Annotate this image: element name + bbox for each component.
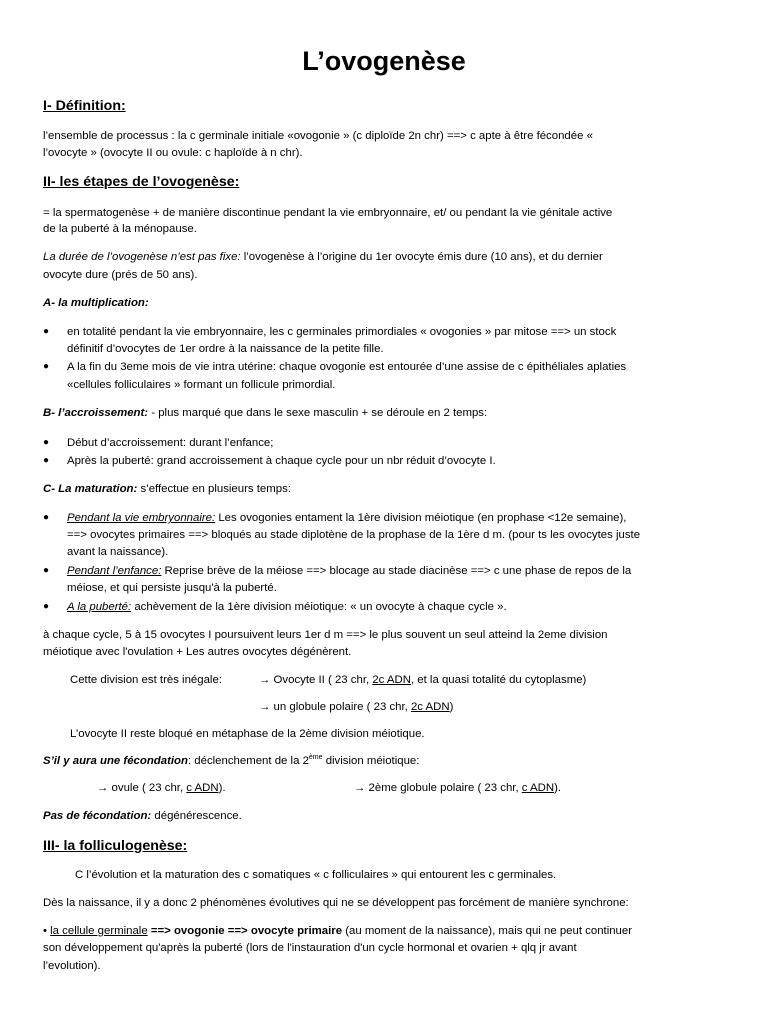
ovule-dna: c ADN	[186, 782, 219, 794]
bullet-icon: ●	[43, 565, 50, 576]
s1-line-2: l’ovocyte » (ovocyte II ou ovule: c haploïde à n chr).	[43, 147, 303, 159]
subsection-b-text: - plus marqué que dans le sexe masculin + se déroule en 2 temps:	[148, 407, 488, 419]
s2-para-1-line-2: de la puberté à la ménopause.	[43, 223, 197, 235]
s3-bullet-line-1	[43, 924, 632, 938]
fecondation-end: division méiotique:	[322, 755, 420, 767]
second-polar-body-text: → 2ème globule polaire ( 23 chr,	[354, 782, 522, 794]
c-bullet-2-line-1	[67, 564, 631, 578]
oocyte-2-rest: , et la quasi totalité du cytoplasme)	[410, 674, 587, 686]
ovule-line	[97, 781, 226, 795]
second-polar-body-end: ).	[554, 782, 562, 794]
childhood-label: Pendant l’enfance:	[67, 565, 162, 577]
b-bullet-1: Début d’accroissement: durant l’enfance;	[67, 437, 274, 449]
division-label: Cette division est très inégale:	[70, 674, 222, 686]
duration-label: La durée de l’ovogenèse n’est pas fixe:	[43, 251, 241, 263]
no-fecondation-line	[43, 809, 242, 823]
bullet-icon: •	[43, 925, 51, 937]
bullet-icon: ●	[43, 326, 50, 337]
oocyte-2-dna: 2c ADN	[372, 674, 411, 686]
second-polar-body-line	[354, 781, 561, 795]
oocyte-2-text: → Ovocyte II ( 23 chr,	[259, 674, 373, 686]
embryo-text: Les ovogonies entament la 1ère division méiotique (en prophase <12e semaine),	[215, 512, 627, 524]
division-result-2	[259, 700, 453, 714]
page-title: L’ovogenèse	[302, 46, 466, 76]
section-2-heading: II- les étapes de l’ovogenèse:	[43, 174, 240, 190]
s2-para-1-line-1: = la spermatogenèse + de manière discontinue pendant la vie embryonnaire, et/ ou pendant la vie génitale active	[43, 207, 613, 219]
s3-bullet-line-2: son développement qu'après la puberté (lors de l'instauration d'un cycle hormonal et ovarien + qlq jr avant	[43, 942, 577, 954]
subsection-b-heading	[43, 406, 487, 420]
c-para-1-line-2: méiotique avec l'ovulation + Les autres ovocytes dégénèrent.	[43, 646, 352, 658]
no-fecondation-label: Pas de fécondation:	[43, 810, 152, 822]
second-polar-body-dna: c ADN	[521, 782, 555, 794]
metaphase-block-line: L’ovocyte II reste bloqué en métaphase de la 2ème division méiotique.	[70, 728, 425, 740]
embryo-label: Pendant la vie embryonnaire:	[67, 512, 216, 524]
s3-para-1: C l’évolution et la maturation des c somatiques « c folliculaires » qui entourent les c germinales.	[75, 869, 557, 881]
childhood-text: Reprise brève de la méiose ==> blocage au stade diacinèse ==> c une phase de repos de la	[161, 565, 632, 577]
subsection-c-heading	[43, 482, 291, 496]
s2-para-2-line-2: ovocyte dure (prés de 50 ans).	[43, 269, 198, 281]
bullet-icon: ●	[43, 455, 50, 466]
fecondation-line	[43, 754, 419, 768]
c-bullet-3	[67, 600, 507, 614]
c-para-1-line-1: à chaque cycle, 5 à 15 ovocytes I poursuivent leurs 1er d m ==> le plus souvent un seul atteind la 2eme division	[43, 629, 608, 641]
section-1-heading: I- Définition:	[43, 98, 126, 114]
germ-cell-path: ==> ovogonie ==> ovocyte primaire	[147, 925, 343, 937]
ovule-text: → ovule ( 23 chr,	[97, 782, 187, 794]
a-bullet-2-line-2: «cellules folliculaires » formant un follicule primordial.	[67, 379, 336, 391]
germ-cell-text: (au moment de la naissance), mais qui ne peut continuer	[342, 925, 633, 937]
bullet-icon: ●	[43, 437, 50, 448]
bullet-icon: ●	[43, 601, 50, 612]
polar-body-text: → un globule polaire ( 23 chr,	[259, 701, 411, 713]
bullet-icon: ●	[43, 361, 50, 372]
section-3-heading: III- la folliculogenèse:	[43, 838, 188, 854]
ovule-end: ).	[218, 782, 226, 794]
s3-bullet-line-3: l’evolution).	[43, 960, 101, 972]
puberty-label: A la puberté:	[67, 601, 132, 613]
s2-para-2-line-1	[43, 250, 603, 264]
c-bullet-1-line-2: ==> ovocytes primaires ==> bloqués au stade diplotène de la prophase de la 1ère d m. (pour ts les ovocytes juste	[67, 529, 641, 541]
fecondation-text: : déclenchement de la 2	[187, 755, 309, 767]
a-bullet-2-line-1: A la fin du 3eme mois de vie intra utérine: chaque ovogonie est entourée d’une assise de c épithéliales aplaties	[67, 361, 627, 373]
no-fecondation-text: dégénérescence.	[151, 810, 242, 822]
c-bullet-1-line-3: avant la naissance).	[67, 546, 169, 558]
b-bullet-2: Après la puberté: grand accroissement à chaque cycle pour un nbr réduit d’ovocyte I.	[67, 455, 496, 467]
fecondation-label: S’il y aura une fécondation	[43, 755, 188, 767]
division-result-1	[259, 673, 586, 687]
s3-para-2: Dès la naissance, il y a donc 2 phénomènes évolutives qui ne se développent pas forcément de manière synchrone:	[43, 897, 629, 909]
bullet-icon: ●	[43, 512, 50, 523]
fecondation-sup: ème	[308, 754, 323, 762]
subsection-c-text: s’effectue en plusieurs temps:	[137, 483, 291, 495]
puberty-text: achèvement de la 1ère division méiotique: « un ovocyte à chaque cycle ».	[131, 601, 507, 613]
c-bullet-2-line-2: méiose, et qui persiste jusqu'à la puberté.	[67, 582, 277, 594]
duration-text: l’ovogenèse à l’origine du 1er ovocyte émis dure (10 ans), et du dernier	[240, 251, 603, 263]
a-bullet-1-line-1: en totalité pendant la vie embryonnaire, les c germinales primordiales « ovogonies » par mitose ==> un stock	[67, 326, 617, 338]
a-bullet-1-line-2: définitif d’ovocytes de 1er ordre à la naissance de la petite fille.	[67, 343, 384, 355]
subsection-a-heading: A- la multiplication:	[43, 297, 149, 309]
c-bullet-1-line-1	[67, 511, 626, 525]
polar-body-rest: )	[449, 701, 454, 713]
germ-cell-label: la cellule germinale	[50, 925, 148, 937]
s1-line-1: l’ensemble de processus : la c germinale initiale «ovogonie » (c diploïde 2n chr) ==> c apte à être fécondée «	[43, 130, 593, 142]
subsection-c-title: C- La maturation:	[43, 483, 138, 495]
polar-body-dna: 2c ADN	[410, 701, 450, 713]
subsection-b-title: B- l’accroissement:	[43, 407, 149, 419]
